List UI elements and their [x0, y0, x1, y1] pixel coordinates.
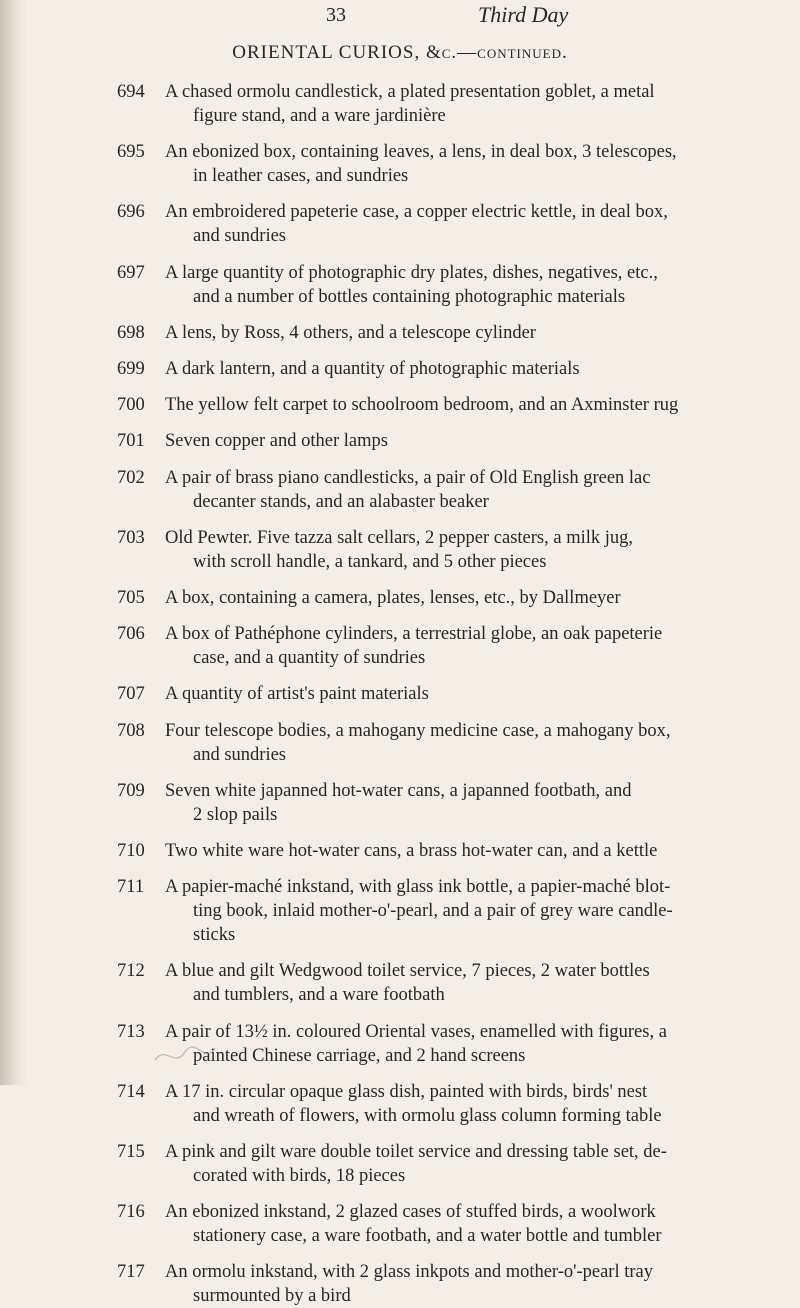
page-header — [0, 4, 800, 32]
lot-description-continued: decanter stands, and an alabaster beaker — [193, 491, 489, 512]
lot-number: 712 — [117, 961, 145, 982]
lot-description-continued: stationery case, a ware footbath, and a water bottle and tumbler — [193, 1226, 662, 1247]
lot-number: 715 — [117, 1142, 145, 1162]
lot-description: Seven copper and other lamps — [165, 431, 388, 452]
lot-description-continued: corated with birds, 18 pieces — [193, 1166, 406, 1186]
lot-number: 713 — [117, 1021, 145, 1042]
lot-number: 696 — [117, 202, 145, 223]
lot-number: 706 — [117, 624, 145, 645]
lot-description: Seven white japanned hot-water cans, a japanned footbath, and — [165, 780, 632, 801]
lot-description: An ormolu inkstand, with 2 glass inkpots and mother-o'-pearl tray — [165, 1262, 653, 1283]
lot-description: An ebonized inkstand, 2 glazed cases of stuffed birds, a woolwork — [165, 1202, 656, 1223]
lot-number: 698 — [117, 322, 145, 343]
lot-description: A box, containing a camera, plates, lenses, etc., by Dallmeyer — [165, 588, 621, 608]
lot-description-continued: and tumblers, and a ware footbath — [193, 985, 445, 1006]
lot-description-continued: with scroll handle, a tankard, and 5 other pieces — [193, 551, 547, 572]
lot-number: 699 — [117, 359, 145, 379]
lot-description-continued: figure stand, and a ware jardinière — [193, 106, 446, 126]
pencil-scrawl-decoration — [150, 1040, 220, 1070]
lot-description: An ebonized box, containing leaves, a lens, in deal box, 3 telescopes, — [165, 142, 677, 163]
lot-number: 703 — [117, 527, 145, 548]
lot-number: 708 — [117, 720, 145, 741]
lot-description: A box of Pathéphone cylinders, a terrestrial globe, an oak papeterie — [165, 624, 663, 645]
lot-description: A pair of 13½ in. coloured Oriental vases, enamelled with figures, a — [165, 1021, 667, 1042]
lot-number: 707 — [117, 684, 145, 705]
lot-number: 711 — [117, 877, 145, 898]
lot-description: Two white ware hot-water cans, a brass hot-water can, and a kettle — [165, 841, 658, 861]
lot-description: A 17 in. circular opaque glass dish, painted with birds, birds' nest — [165, 1081, 648, 1102]
lot-description-continued: painted Chinese carriage, and 2 hand screens — [193, 1045, 526, 1066]
section-title: ORIENTAL CURIOS, &c.—continued. — [232, 42, 568, 63]
lot-number: 709 — [117, 780, 145, 801]
lot-description: A blue and gilt Wedgwood toilet service, 7 pieces, 2 water bottles — [165, 961, 650, 982]
lot-description: A dark lantern, and a quantity of photographic materials — [165, 359, 580, 379]
lot-number: 716 — [117, 1202, 145, 1223]
lot-number: 702 — [117, 467, 145, 488]
day-label: Third Day — [478, 2, 569, 27]
lot-description-continued: and sundries — [193, 226, 286, 247]
lot-description-continued: and sundries — [193, 744, 286, 765]
lot-description: A pair of brass piano candlesticks, a pair of Old English green lac — [165, 467, 651, 488]
page-number: 33 — [326, 4, 346, 26]
lot-number: 714 — [117, 1081, 145, 1102]
lot-number: 717 — [117, 1262, 145, 1283]
lot-description: A lens, by Ross, 4 others, and a telescope cylinder — [165, 322, 536, 343]
lot-number: 694 — [117, 82, 145, 102]
lot-number: 697 — [117, 262, 145, 283]
lot-description-continued: in leather cases, and sundries — [193, 166, 409, 187]
lot-description-continued: 2 slop pails — [193, 804, 278, 825]
lot-description: A papier-maché inkstand, with glass ink bottle, a papier-maché blot- — [165, 877, 671, 898]
lot-description-continued: and wreath of flowers, with ormolu glass column forming table — [193, 1105, 662, 1126]
lot-description: A chased ormolu candlestick, a plated presentation goblet, a metal — [165, 82, 655, 102]
lot-description-continued: surmounted by a bird — [193, 1286, 351, 1307]
lot-description-continued: sticks — [193, 925, 236, 946]
lot-number: 695 — [117, 142, 145, 163]
lot-description: A pink and gilt ware double toilet service and dressing table set, de- — [165, 1142, 667, 1162]
page-edge-shadow — [0, 0, 28, 1085]
lot-number: 705 — [117, 588, 145, 608]
lot-description: Old Pewter. Five tazza salt cellars, 2 pepper casters, a milk jug, — [165, 527, 634, 548]
lot-description-continued: and a number of bottles containing photographic materials — [193, 286, 626, 307]
lot-number: 710 — [117, 841, 145, 861]
lot-number: 700 — [117, 395, 145, 416]
lot-number: 701 — [117, 431, 145, 452]
lot-description: An embroidered papeterie case, a copper electric kettle, in deal box, — [165, 202, 668, 223]
lot-description: Four telescope bodies, a mahogany medicine case, a mahogany box, — [165, 720, 671, 741]
lot-description: The yellow felt carpet to schoolroom bedroom, and an Axminster rug — [165, 395, 679, 416]
lot-description: A large quantity of photographic dry plates, dishes, negatives, etc., — [165, 262, 658, 283]
lot-description-continued: case, and a quantity of sundries — [193, 648, 426, 669]
lot-description: A quantity of artist's paint materials — [165, 684, 429, 705]
lot-description-continued: ting book, inlaid mother-o'-pearl, and a pair of grey ware candle- — [193, 901, 673, 922]
